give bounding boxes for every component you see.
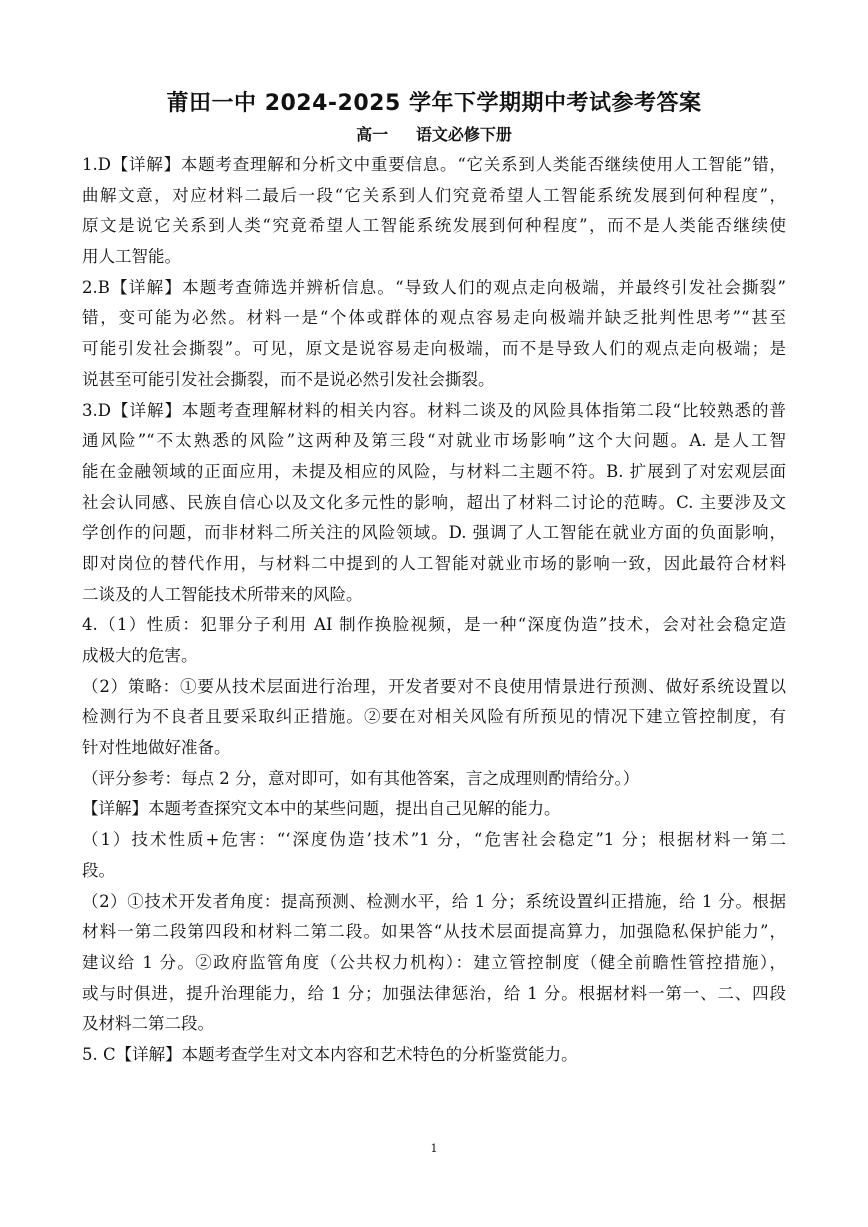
text-line: （2）策略：①要从技术层面进行治理，开发者要对不良使用情景进行预测、做好系统设置以 xyxy=(82,676,786,696)
text-line: 或与时俱进，提升治理能力，给 1 分；加强法律惩治，给 1 分。根据材料一第一、二、四段 xyxy=(82,983,786,1003)
text-line: （2）①技术开发者角度：提高预测、检测水平，给 1 分；系统设置纠正措施，给 1 分。根据 xyxy=(82,891,786,911)
text-line: 曲解文意，对应材料二最后一段“它关系到人们究竟希望人工智能系统发展到何种程度”， xyxy=(82,185,786,205)
text-line: 段。 xyxy=(82,860,115,880)
document-subtitle: 高一 语文必修下册 xyxy=(356,125,512,144)
text-line: 学创作的问题，而非材料二所关注的风险领域。D. 强调了人工智能在就业方面的负面影响， xyxy=(82,523,786,543)
document-title: 莆田一中 2024-2025 学年下学期期中考试参考答案 xyxy=(166,91,702,116)
text-line: 能在金融领域的正面应用，未提及相应的风险，与材料二主题不符。B. 扩展到了对宏观层面 xyxy=(82,461,786,481)
text-line: 说甚至可能引发社会撕裂，而不是说必然引发社会撕裂。 xyxy=(82,369,495,389)
text-line: 通风险”“不太熟悉的风险”这两种及第三段“对就业市场影响”这个大问题。A. 是人工智 xyxy=(82,431,786,451)
text-line: 5. C【详解】本题考查学生对文本内容和艺术特色的分析鉴赏能力。 xyxy=(82,1044,578,1064)
text-line: （1）技术性质+危害：“‘深度伪造’技术”1 分，“危害社会稳定”1 分；根据材料一第二 xyxy=(82,830,786,850)
text-line: （评分参考：每点 2 分，意对即可，如有其他答案，言之成理则酌情给分。） xyxy=(82,768,640,788)
text-line: 2.B【详解】本题考查筛选并辨析信息。“导致人们的观点走向极端，并最终引发社会撕裂” xyxy=(82,277,786,297)
page-number: 1 xyxy=(430,1142,438,1155)
text-line: 建议给 1 分。②政府监管角度（公共权力机构）：建立管控制度（健全前瞻性管控措施）， xyxy=(82,952,786,972)
text-line: 1.D【详解】本题考查理解和分析文中重要信息。“它关系到人类能否继续使用人工智能”错， xyxy=(82,155,786,174)
text-line: 即对岗位的替代作用，与材料二中提到的人工智能对就业市场的影响一致，因此最符合材料 xyxy=(82,553,786,573)
text-line: 二谈及的人工智能技术所带来的风险。 xyxy=(82,584,363,604)
text-line: 4.（1）性质：犯罪分子利用 AI 制作换脸视频，是一种“深度伪造”技术，会对社会稳定造 xyxy=(82,615,786,635)
text-line: 用人工智能。 xyxy=(82,247,181,267)
text-line: 检测行为不良者且要采取纠正措施。②要在对相关风险有所预见的情况下建立管控制度，有 xyxy=(82,707,786,727)
answer-body xyxy=(82,150,786,1071)
text-line: 社会认同感、民族自信心以及文化多元性的影响，超出了材料二讨论的范畴。C. 主要涉及文 xyxy=(82,492,786,512)
text-line: 材料一第二段第四段和材料二第二段。如果答“从技术层面提高算力，加强隐私保护能力”， xyxy=(82,922,786,942)
text-line: 错，变可能为必然。材料一是“个体或群体的观点容易走向极端并缺乏批判性思考”“甚至 xyxy=(82,308,786,328)
text-line: 原文是说它关系到人类“究竟希望人工智能系统发展到何种程度”，而不是人类能否继续使 xyxy=(82,216,786,236)
text-line: 可能引发社会撕裂”。可见，原文是说容易走向极端，而不是导致人们的观点走向极端；是 xyxy=(82,339,786,359)
text-line: 【详解】本题考查探究文本中的某些问题，提出自己见解的能力。 xyxy=(82,799,561,819)
text-line: 针对性地做好准备。 xyxy=(82,738,231,758)
text-line: 及材料二第二段。 xyxy=(82,1014,214,1034)
text-line: 成极大的危害。 xyxy=(82,646,198,665)
text-line: 3.D【详解】本题考查理解材料的相关内容。材料二谈及的风险具体指第二段“比较熟悉的普 xyxy=(82,400,786,420)
